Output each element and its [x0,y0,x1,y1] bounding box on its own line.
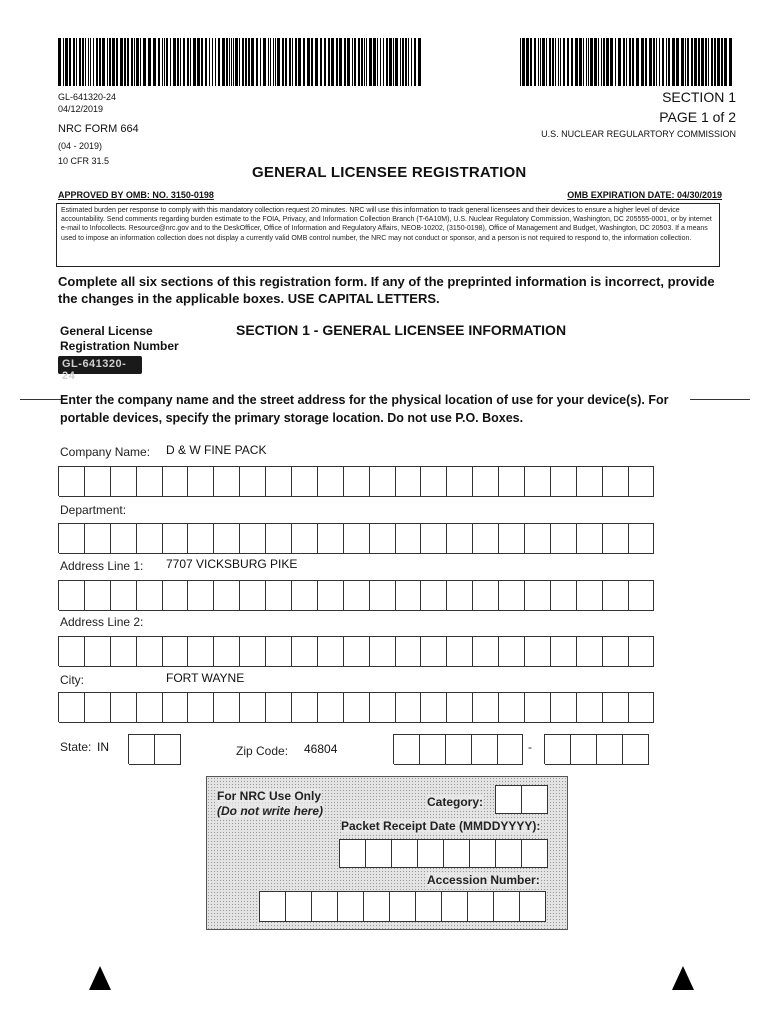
character-box[interactable] [629,581,655,611]
character-box[interactable] [137,467,163,497]
character-box[interactable] [447,693,473,723]
character-box[interactable] [59,637,85,667]
character-box[interactable] [163,581,189,611]
character-box [286,892,312,922]
zip-code-label: Zip Code: [236,744,289,758]
section-label: SECTION 1 [662,89,736,105]
character-box[interactable] [344,524,370,554]
character-box[interactable] [551,524,577,554]
character-box [416,892,442,922]
character-box[interactable] [447,581,473,611]
character-box[interactable] [85,581,111,611]
company-name-label: Company Name: [60,445,151,459]
character-box [496,786,522,814]
character-box[interactable] [111,467,137,497]
character-box [494,892,520,922]
character-box[interactable] [111,581,137,611]
character-box [340,840,366,868]
company-name-value: D & W FINE PACK [166,443,267,457]
reg-label-line-2: Registration Number [60,339,179,353]
character-box [392,840,418,868]
character-box[interactable] [603,467,629,497]
character-box[interactable] [129,735,155,765]
character-box[interactable] [85,467,111,497]
character-box[interactable] [318,581,344,611]
character-box[interactable] [214,637,240,667]
character-box[interactable] [188,467,214,497]
do-not-write-label: (Do not write here) [217,804,324,818]
state-value: IN [97,740,109,754]
character-box[interactable] [551,693,577,723]
character-box[interactable] [59,581,85,611]
character-box [470,840,496,868]
instructions: Complete all six sections of this registration form. If any of the preprinted information is incorrect, provide the changes in the applicable boxes. USE CAPITAL LETTERS. [58,274,715,306]
character-box[interactable] [59,467,85,497]
character-box[interactable] [551,467,577,497]
character-box [312,892,338,922]
character-box[interactable] [370,581,396,611]
character-box[interactable] [446,735,472,765]
character-box [468,892,494,922]
character-box[interactable] [525,637,551,667]
character-box[interactable] [473,581,499,611]
character-box[interactable] [163,524,189,554]
character-box [260,892,286,922]
section-divider-left [20,399,62,400]
character-box[interactable] [577,637,603,667]
registration-mark-right [672,966,694,990]
category-boxes [495,785,548,814]
character-box[interactable] [240,524,266,554]
nrc-use-only-box [206,776,568,930]
character-box[interactable] [421,693,447,723]
character-box[interactable] [421,581,447,611]
character-box [522,840,548,868]
character-box[interactable] [292,581,318,611]
state-boxes[interactable] [128,734,181,764]
address-line-2-label: Address Line 2: [60,615,144,629]
address-line-2-boxes[interactable] [58,636,654,666]
character-box [496,840,522,868]
character-box[interactable] [163,693,189,723]
character-box[interactable] [396,693,422,723]
department-label: Department: [60,503,127,517]
character-box[interactable] [59,524,85,554]
company-name-boxes[interactable] [58,466,654,496]
character-box[interactable] [344,637,370,667]
character-box [522,786,548,814]
registration-number-badge: GL-641320-24 [58,356,142,374]
packet-receipt-date-label: Packet Receipt Date (MMDDYYYY): [341,819,541,833]
character-box[interactable] [623,735,649,765]
character-box[interactable] [344,693,370,723]
address-instructions-2: portable devices, specify the primary storage location. Do not use P.O. Boxes. [60,411,524,425]
character-box[interactable] [188,581,214,611]
form-id: GL-641320-24 [58,92,117,102]
character-box[interactable] [85,693,111,723]
character-box[interactable] [318,693,344,723]
character-box[interactable] [597,735,623,765]
form-revision: (04 - 2019) [58,141,103,151]
character-box[interactable] [551,581,577,611]
character-box[interactable] [266,637,292,667]
character-box[interactable] [163,637,189,667]
character-box[interactable] [571,735,597,765]
character-box[interactable] [137,524,163,554]
character-box[interactable] [603,524,629,554]
city-label: City: [60,673,84,687]
character-box[interactable] [499,693,525,723]
burden-statement: Estimated burden per response to comply with this mandatory collection request 20 minutes. NRC will use this information to track general licensees and their devices to ensure a higher level of device accountability. Send comments regarding burden estimate to the FOIA, Privacy, and Information Collection Branch (T-6A10M), U.S. Nuclear Regulatory Commission, Washington, DC 205555-0001, or by internet e-mail to Infocollects. Resource@nrc.gov and to the DeskOfficer, Office of Information and Regulatory Affairs, NEOB-10202, (3150-0198), Office of Management and Budget, Washington, DC 20503. If a means used to impose an information collection does not display a currently valid OMB control number, the NRC may not conduct or sponsor, and a person is not required to respond to, the information collection. [56,203,720,267]
character-box[interactable] [292,637,318,667]
character-box[interactable] [499,581,525,611]
character-box[interactable] [318,637,344,667]
character-box[interactable] [240,693,266,723]
character-box[interactable] [545,735,571,765]
character-box[interactable] [318,524,344,554]
accession-number-label: Accession Number: [427,873,540,887]
address-line-1-label: Address Line 1: [60,559,144,573]
character-box[interactable] [396,524,422,554]
character-box[interactable] [498,735,524,765]
agency-name: U.S. NUCLEAR REGULARTORY COMMISSION [541,129,736,139]
address-line-1-value: 7707 VICKSBURG PIKE [166,557,298,571]
character-box[interactable] [292,467,318,497]
character-box [418,840,444,868]
zip-code-value: 46804 [304,742,338,756]
cfr-reference: 10 CFR 31.5 [58,156,110,166]
character-box[interactable] [240,637,266,667]
registration-mark-left [89,966,111,990]
character-box[interactable] [396,581,422,611]
character-box[interactable] [155,735,181,765]
character-box[interactable] [396,467,422,497]
character-box [390,892,416,922]
character-box[interactable] [137,637,163,667]
character-box[interactable] [629,637,655,667]
form-date: 04/12/2019 [58,104,104,114]
character-box[interactable] [266,581,292,611]
character-box[interactable] [111,524,137,554]
form-name: NRC FORM 664 [58,123,139,135]
character-box[interactable] [111,637,137,667]
category-label: Category: [427,795,484,809]
character-box[interactable] [344,467,370,497]
character-box[interactable] [396,637,422,667]
character-box[interactable] [577,467,603,497]
character-box[interactable] [240,581,266,611]
character-box[interactable] [473,637,499,667]
character-box[interactable] [370,637,396,667]
character-box[interactable] [577,524,603,554]
character-box[interactable] [266,693,292,723]
character-box[interactable] [188,693,214,723]
character-box[interactable] [473,524,499,554]
character-box[interactable] [214,693,240,723]
reg-label-line-1: General License [60,324,153,338]
character-box[interactable] [603,693,629,723]
character-box[interactable] [163,467,189,497]
accession-number-boxes [259,891,546,922]
character-box[interactable] [137,581,163,611]
character-box [520,892,546,922]
character-box[interactable] [188,637,214,667]
character-box [444,840,470,868]
character-box[interactable] [472,735,498,765]
city-value: FORT WAYNE [166,671,245,685]
character-box[interactable] [629,524,655,554]
character-box [364,892,390,922]
character-box[interactable] [394,735,420,765]
address-line-1-boxes[interactable] [58,580,654,610]
character-box [366,840,392,868]
nrc-use-only-label: For NRC Use Only [217,789,322,803]
section-divider-right [690,399,750,400]
character-box[interactable] [499,524,525,554]
character-box[interactable] [577,581,603,611]
character-box[interactable] [629,693,655,723]
character-box[interactable] [85,524,111,554]
city-boxes[interactable] [58,692,654,722]
character-box[interactable] [473,693,499,723]
character-box[interactable] [447,524,473,554]
omb-expiration: OMB EXPIRATION DATE: 04/30/2019 [567,190,722,200]
character-box[interactable] [603,581,629,611]
character-box[interactable] [499,467,525,497]
character-box[interactable] [551,637,577,667]
character-box[interactable] [344,581,370,611]
character-box[interactable] [629,467,655,497]
character-box[interactable] [421,637,447,667]
zip-code-boxes[interactable] [393,734,523,764]
packet-receipt-date-boxes [339,839,548,868]
character-box[interactable] [111,693,137,723]
character-box[interactable] [447,467,473,497]
character-box[interactable] [137,693,163,723]
character-box[interactable] [603,637,629,667]
character-box[interactable] [266,524,292,554]
character-box[interactable] [214,467,240,497]
character-box[interactable] [292,524,318,554]
registration-number-label [60,324,179,354]
character-box[interactable] [370,693,396,723]
character-box[interactable] [370,467,396,497]
state-label: State: [60,740,92,754]
character-box[interactable] [59,693,85,723]
character-box[interactable] [318,467,344,497]
character-box[interactable] [525,581,551,611]
zip-plus4-boxes[interactable] [544,734,649,764]
section-1-heading: SECTION 1 - GENERAL LICENSEE INFORMATION [236,322,567,338]
character-box[interactable] [292,693,318,723]
character-box[interactable] [240,467,266,497]
character-box[interactable] [85,637,111,667]
omb-approval: APPROVED BY OMB: NO. 3150-0198 [58,190,214,200]
character-box[interactable] [525,693,551,723]
address-instructions-1: Enter the company name and the street address for the physical location of use for your device(s). For [60,393,669,407]
character-box[interactable] [421,524,447,554]
barcode-right [520,38,736,86]
character-box[interactable] [525,524,551,554]
character-box[interactable] [266,467,292,497]
character-box[interactable] [421,467,447,497]
character-box[interactable] [214,524,240,554]
character-box[interactable] [525,467,551,497]
character-box[interactable] [473,467,499,497]
page-title: GENERAL LICENSEE REGISTRATION [252,164,527,181]
character-box[interactable] [499,637,525,667]
character-box [338,892,364,922]
character-box[interactable] [447,637,473,667]
character-box[interactable] [188,524,214,554]
zip-dash: - [528,740,532,754]
page-label: PAGE 1 of 2 [659,109,736,125]
character-box [442,892,468,922]
character-box[interactable] [577,693,603,723]
department-boxes[interactable] [58,523,654,553]
character-box[interactable] [214,581,240,611]
character-box[interactable] [420,735,446,765]
barcode-left [58,38,422,86]
character-box[interactable] [370,524,396,554]
